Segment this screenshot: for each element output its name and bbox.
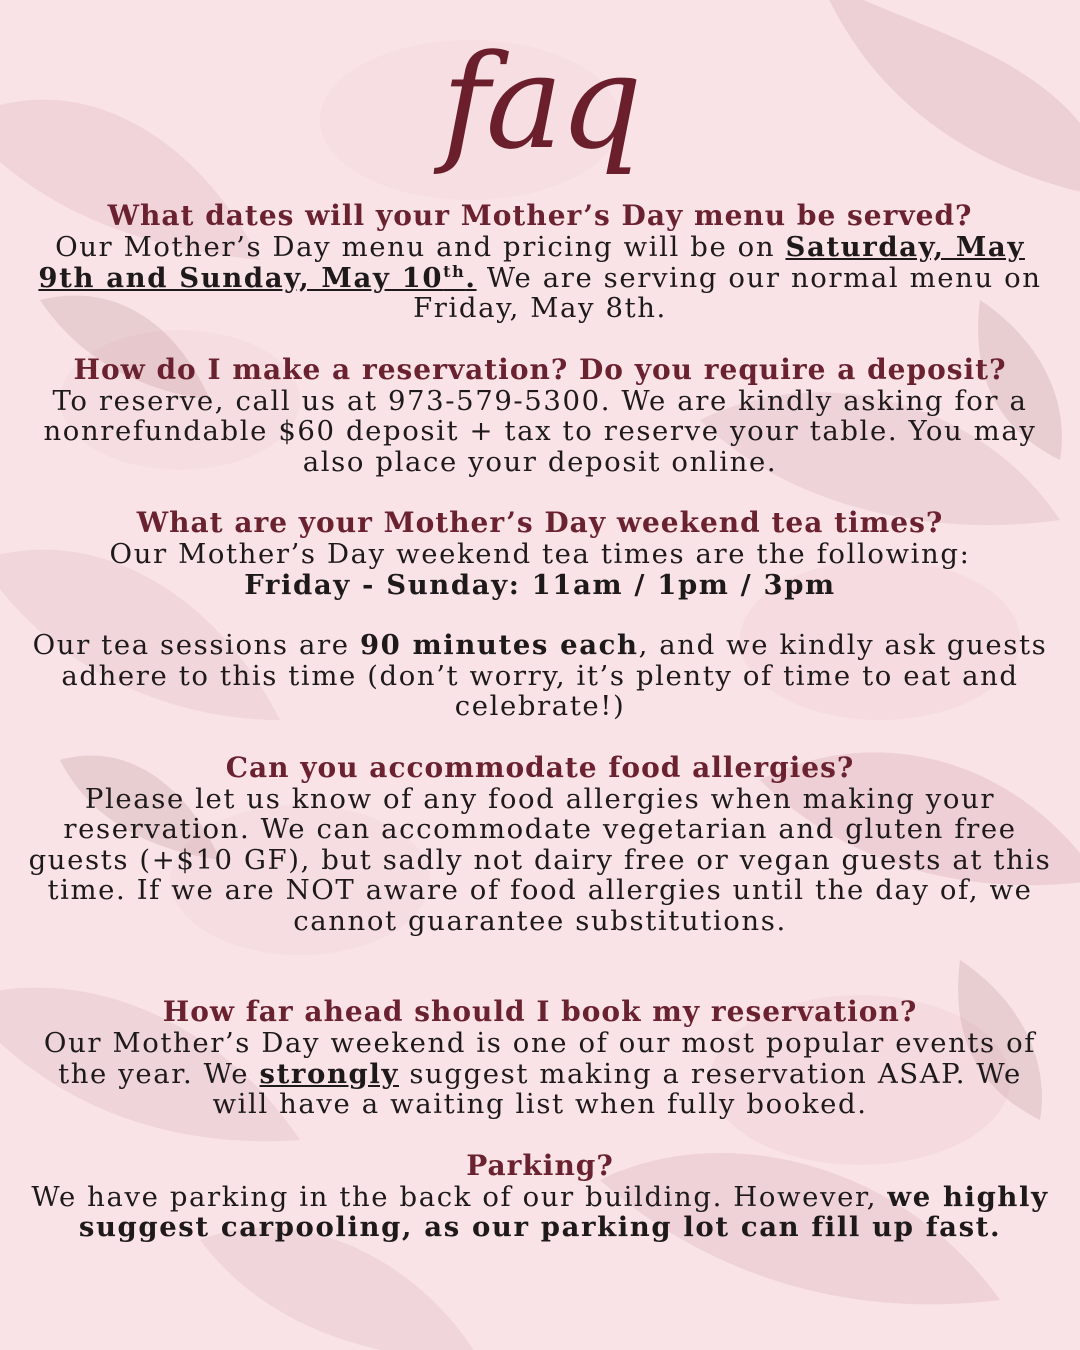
faq-item-reservation — [28, 354, 1052, 478]
faq-item-parking — [28, 1150, 1052, 1243]
session-duration: 90 minutes each — [359, 629, 639, 661]
faq-question: How far ahead should I book my reservation? — [162, 995, 918, 1028]
faq-question: What are your Mother’s Day weekend tea times? — [136, 506, 944, 539]
faq-list — [28, 200, 1052, 1243]
emphasis-strongly: strongly — [259, 1057, 399, 1090]
faq-answer-intro: Our Mother’s Day weekend tea times are the following: — [109, 538, 971, 570]
faq-question: Can you accommodate food allergies? — [225, 750, 855, 784]
faq-answer: We have parking in the back of our building. However, we highly suggest carpooling, as our parking lot can fill up fast. — [31, 1180, 1049, 1243]
faq-item-dates — [28, 200, 1052, 324]
faq-answer: Our Mother’s Day menu and pricing will be on Saturday, May 9th and Sunday, May 10th. We are serving our normal menu on Friday, May 8th. — [38, 231, 1042, 324]
faq-item-allergies — [28, 752, 1052, 937]
faq-item-tea-times — [28, 507, 1052, 722]
tea-times: Friday - Sunday: 11am / 1pm / 3pm — [244, 568, 836, 601]
faq-question: How do I make a reservation? Do you require a deposit? — [73, 352, 1007, 386]
faq-answer: Please let us know of any food allergies when making your reservation. We can accommodate vegetarian and gluten free guests (+$10 GF), but sadly not dairy free or vegan guests at this time. If we are NOT aware of food allergies until the day of, we cannot guarantee substitutions. — [28, 782, 1052, 937]
faq-question: Parking? — [466, 1148, 614, 1182]
faq-answer: To reserve, call us at 973-579-5300. We are kindly asking for a nonrefundable $60 deposit + tax to reserve your table. You may also place your deposit online. — [43, 384, 1037, 478]
carpool-note: we highly suggest carpooling, as our parking lot can fill up fast. — [78, 1180, 1049, 1243]
faq-question: What dates will your Mother’s Day menu be served? — [107, 199, 973, 232]
served-dates: Saturday, May 9th and Sunday, May 10th. — [38, 231, 1025, 294]
faq-item-booking — [28, 996, 1052, 1120]
faq-answer: Our Mother’s Day weekend is one of our most popular events of the year. We strongly suggest making a reservation ASAP. We will have a waiting list when fully booked. — [43, 1027, 1037, 1120]
page-title: faq — [441, 26, 639, 178]
tea-session-note: Our tea sessions are 90 minutes each, and we kindly ask guests adhere to this time (don’t worry, it’s plenty of time to eat and celebrate!) — [32, 629, 1048, 722]
